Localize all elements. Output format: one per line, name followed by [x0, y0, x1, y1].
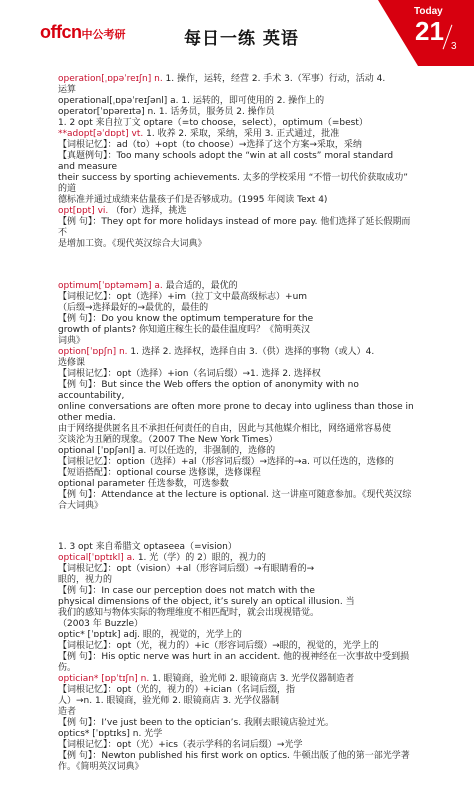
text-line — [58, 358, 438, 369]
text-line — [58, 380, 438, 391]
line-text: 词典》 — [58, 336, 86, 346]
text-line — [58, 228, 438, 239]
line-text: operational[ˌɒpəˈreɪʃənl] a. 1. 运转的，即可使用的 2. 操作上的 — [58, 96, 325, 106]
line-text: 1. 光（学）的 2）眼的，视力的 — [137, 553, 266, 563]
line-text: 【例 句】：Do you know the optimum temperature for the — [58, 314, 314, 324]
page-header — [0, 0, 474, 66]
text-line — [58, 468, 438, 479]
line-text: 由于网络提供匿名且不承担任何责任的自由，因此与其他媒介相比，网络通常容易使 — [58, 424, 392, 434]
line-text: 【例 句】：They opt for more holidays instead of more pay. 他们选择了延长假期而 — [58, 217, 411, 227]
page-title: 每日一练 英语 — [184, 29, 299, 49]
line-text: 眼的，视力的 — [58, 575, 113, 585]
logo-brand: offcn — [40, 22, 82, 42]
line-text: 【例 句】：But since the Web offers the option of anonymity with no — [58, 380, 359, 390]
line-text: 【词根记忆】：opt（光的，视力的）+ician（名词后缀，指 — [58, 685, 295, 695]
text-line — [58, 457, 438, 468]
text-line — [58, 336, 438, 347]
line-text: 【例 句】：His optic nerve was hurt in an accident. 他的视神经在一次事故中受到损 — [58, 652, 410, 662]
line-text: 1. 2 opt 来自拉丁文 optare（=to choose，select），optimum（=best） — [58, 118, 368, 128]
text-line — [58, 184, 438, 195]
text-line — [58, 292, 438, 303]
line-text: online conversations are often more prone to decay into ugliness than those in — [58, 402, 414, 412]
text-line — [58, 553, 438, 564]
line-text: 1. 眼镜商，验光师 2. 眼镜商店 3. 光学仪器制造者 — [152, 674, 355, 684]
text-line — [58, 564, 438, 575]
line-text: operator[ˈɒpəreɪtə] n. 1. 话务员，服务员 2. 操作员 — [58, 107, 275, 117]
line-text: 1. 选择 2. 选择权，选择自由 3.（供）选择的事物（或人）4. — [130, 347, 375, 357]
text-line — [58, 652, 438, 663]
text-line — [58, 239, 438, 250]
text-line — [58, 586, 438, 597]
text-line — [58, 325, 438, 336]
line-text: 【词根记忆】：ad（to）+opt（to choose）→选择了这个方案→采取，采纳 — [58, 140, 362, 150]
line-text: 的道 — [58, 184, 77, 194]
section-optical — [58, 542, 438, 773]
text-line — [58, 751, 438, 762]
offcn-logo — [40, 22, 126, 43]
line-text: 【例 句】：Attendance at the lecture is optional. 这一讲座可随意参加。《现代英汉综 — [58, 490, 412, 500]
line-text: optics* [ˈɒptɪks] n. 光学 — [58, 729, 163, 739]
text-line — [58, 641, 438, 652]
line-text: 作。《简明英汉词典》 — [58, 762, 144, 772]
line-text: 人）→n. 1. 眼镜商，验光师 2. 眼镜商店 3. 光学仪器制 — [58, 696, 280, 706]
text-line — [58, 490, 438, 501]
line-text: their success by sporting achievements. 太多的学校采用 “不惜一切代价获取成功” — [58, 173, 408, 183]
text-line — [58, 402, 438, 413]
line-text: 【词根记忆】：opt（光，视力的）+ic（形容词后缀）→眼的，视觉的，光学上的 — [58, 641, 379, 651]
badge-today: Today — [414, 6, 443, 17]
text-line — [58, 369, 438, 380]
line-text: 是增加工资。《现代英汉综合大词典》 — [58, 239, 207, 249]
text-line — [58, 740, 438, 751]
headword: **adopt[əˈdɒpt] vt. — [58, 129, 147, 139]
line-text: 合大词典》 — [58, 501, 104, 511]
text-line — [58, 608, 438, 619]
line-text: （2003 年 Buzzle） — [58, 619, 143, 629]
date-badge — [378, 0, 474, 66]
headword: opt[ɒpt] vi. — [58, 206, 112, 216]
text-line — [58, 303, 438, 314]
headword: optician* [ɒpˈtɪʃn] n. — [58, 674, 153, 684]
line-text: accountability, — [58, 391, 125, 401]
text-line — [58, 118, 438, 129]
line-text: （for）选择，挑选 — [111, 206, 187, 216]
line-text: optic* [ˈɒptɪk] adj. 眼的，视觉的，光学上的 — [58, 630, 242, 640]
text-line — [58, 206, 438, 217]
line-text: 最合适的，最优的 — [165, 281, 238, 291]
line-text: 【词根记忆】：option（选择）+al（形容词后缀）→选择的→a. 可以任选的，选修的 — [58, 457, 394, 467]
line-text: and measure — [58, 162, 118, 172]
text-line — [58, 729, 438, 740]
text-line — [58, 663, 438, 674]
line-text: 造者 — [58, 707, 77, 717]
text-line — [58, 674, 438, 685]
text-line — [58, 435, 438, 446]
text-line — [58, 413, 438, 424]
text-line — [58, 129, 438, 140]
text-line — [58, 74, 438, 85]
line-text: 【例 句】：Newton published his first work on optics. 牛顿出版了他的第一部光学著 — [58, 751, 410, 761]
text-line — [58, 718, 438, 729]
text-line — [58, 707, 438, 718]
badge-day: 21 — [415, 16, 444, 46]
text-line — [58, 217, 438, 228]
line-text: 【词根记忆】：opt（选择）+ion（名词后缀）→1. 选择 2. 选择权 — [58, 369, 321, 379]
text-line — [58, 696, 438, 707]
line-text: 【真题例句】：Too many schools adopt the “win at all costs” moral standard — [58, 151, 394, 161]
line-text: 【例 句】：I’ve just been to the optician’s. 我刚去眼镜店验过光。 — [58, 718, 334, 728]
text-line — [58, 347, 438, 358]
line-text: optional parameter 任选参数，可选参数 — [58, 479, 229, 489]
line-text: 不 — [58, 228, 68, 238]
headword: optical[ˈɒptɪkl] a. — [58, 553, 138, 563]
text-line — [58, 630, 438, 641]
line-text: optional [ˈɒpʃənl] a. 可以任选的，非强制的，选修的 — [58, 446, 276, 456]
line-text: 【词根记忆】：opt（光）+ics（表示学科的名词后缀）→光学 — [58, 740, 303, 750]
line-text: 【短语搭配】：optional course 选修课，选修课程 — [58, 468, 261, 478]
line-text: 【例 句】：In case our perception does not match with the — [58, 586, 315, 596]
logo-cn: 中公考研 — [81, 29, 126, 41]
line-text: 【词根记忆】：opt（vision）+al（形容词后缀）→有眼睛看的→ — [58, 564, 315, 574]
headword: operation[ˌɒpəˈreɪʃn] n. — [58, 74, 166, 84]
headword: option[ˈɒpʃn] n. — [58, 347, 131, 357]
text-line — [58, 140, 438, 151]
section-optimum — [58, 281, 438, 512]
line-text: physical dimensions of the object, it’s surely an optical illusion. 当 — [58, 597, 355, 607]
text-line — [58, 96, 438, 107]
line-text: 选修课 — [58, 358, 86, 368]
text-line — [58, 151, 438, 162]
line-text: 伤。 — [58, 663, 77, 673]
line-text: 运算 — [58, 85, 77, 95]
headword: optimum[ˈɒptəməm] a. — [58, 281, 166, 291]
text-line — [58, 173, 438, 184]
text-line — [58, 195, 438, 206]
text-line — [58, 162, 438, 173]
text-line — [58, 762, 438, 773]
text-line — [58, 479, 438, 490]
line-text: 1. 操作，运转，经营 2. 手术 3.（军事）行动，活动 4. — [165, 74, 386, 84]
text-line — [58, 501, 438, 512]
text-line — [58, 575, 438, 586]
section-operation — [58, 74, 438, 250]
line-text: 我们的感知与物体实际的物理维度不相匹配时，就会出现视错觉。 — [58, 608, 320, 618]
text-line — [58, 542, 438, 553]
text-line — [58, 685, 438, 696]
line-text: （后缀→选择最好的→最优的，最佳的 — [58, 303, 209, 313]
text-line — [58, 424, 438, 435]
badge-month: 3 — [451, 41, 457, 52]
text-line — [58, 597, 438, 608]
line-text: other media. — [58, 413, 116, 423]
text-line — [58, 446, 438, 457]
text-line — [58, 281, 438, 292]
line-text: 交谈沦为丑陋的现象。（2007 The New York Times） — [58, 435, 278, 445]
text-line — [58, 85, 438, 96]
text-line — [58, 619, 438, 630]
line-text: 1. 3 opt 来自希腊文 optaseea（=vision） — [58, 542, 237, 552]
text-line — [58, 314, 438, 325]
line-text: growth of plants? 你知道庄稼生长的最佳温度吗？《简明英汉 — [58, 325, 311, 335]
line-text: 【词根记忆】：opt（选择）+im（拉丁文中最高级标志）+um — [58, 292, 308, 302]
line-text: 德标准并通过成绩来估量孩子们是否够成功。(1995 年阅读 Text 4) — [58, 195, 328, 205]
line-text: 1. 收养 2. 采取，采纳，采用 3. 正式通过，批准 — [146, 129, 340, 139]
text-line — [58, 107, 438, 118]
text-line — [58, 391, 438, 402]
